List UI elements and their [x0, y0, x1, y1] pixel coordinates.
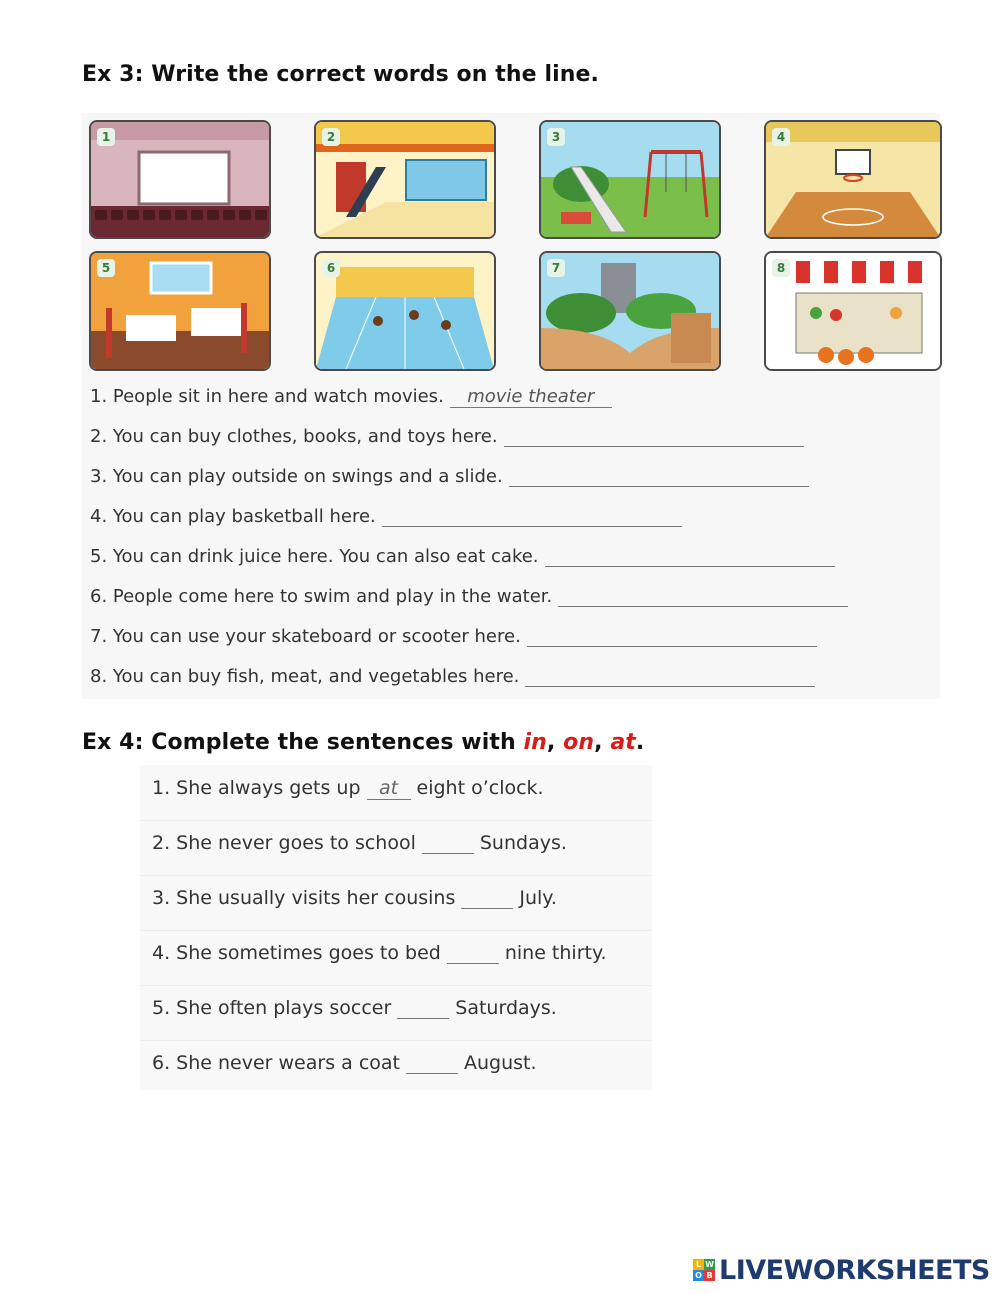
picture-number: 3: [547, 128, 565, 146]
cafe-illustration: [91, 253, 269, 369]
ex3-question-7: [90, 626, 817, 647]
ex3-question-3: [90, 466, 809, 487]
sentence-start: 1. She always gets up: [152, 777, 361, 799]
picture-number: 5: [97, 259, 115, 277]
picture-number: 7: [547, 259, 565, 277]
picture-mall: [314, 120, 496, 239]
answer-field[interactable]: at: [367, 777, 411, 800]
picture-cafe: [89, 251, 271, 371]
ex4-sentence-4: [152, 942, 607, 964]
question-text: 6. People come here to swim and play in the water.: [90, 586, 553, 607]
picture-number: 6: [322, 259, 340, 277]
ex4-panel: [140, 765, 652, 1090]
comma: ,: [546, 730, 564, 755]
question-text: 3. You can play outside on swings and a slide.: [90, 466, 503, 487]
ex3-question-8: [90, 666, 815, 687]
picture-market: [764, 251, 942, 371]
answer-field[interactable]: [525, 668, 815, 687]
question-text: 7. You can use your skateboard or scooter here.: [90, 626, 521, 647]
ex4-sentence-2: [152, 832, 567, 854]
row-divider: [140, 930, 652, 931]
skate-park-illustration: [541, 253, 719, 369]
ex3-question-5: [90, 546, 835, 567]
question-text: 1. People sit in here and watch movies.: [90, 386, 444, 407]
answer-field[interactable]: movie theater: [450, 386, 612, 408]
answer-field[interactable]: [504, 428, 804, 447]
answer-field[interactable]: [397, 1000, 449, 1019]
row-divider: [140, 1040, 652, 1041]
answer-field[interactable]: [406, 1055, 458, 1074]
picture-playground: [539, 120, 721, 239]
row-divider: [140, 985, 652, 986]
sentence-end: eight o’clock.: [416, 777, 544, 799]
picture-skate-park: [539, 251, 721, 371]
picture-number: 2: [322, 128, 340, 146]
picture-swimming-pool: [314, 251, 496, 371]
logo-mark-cell: B: [704, 1270, 715, 1281]
logo-mark-cell: O: [693, 1270, 704, 1281]
sentence-end: Sundays.: [479, 832, 567, 854]
sentence-start: 2. She never goes to school: [152, 832, 416, 854]
answer-field[interactable]: [527, 628, 817, 647]
ex3-question-6: [90, 586, 848, 607]
ex4-sentence-3: [152, 887, 557, 909]
market-illustration: [766, 253, 940, 369]
answer-field[interactable]: [558, 588, 848, 607]
sentence-end: Saturdays.: [455, 997, 557, 1019]
sentence-end: August.: [463, 1052, 537, 1074]
answer-field[interactable]: [509, 468, 809, 487]
swimming-pool-illustration: [316, 253, 494, 369]
picture-gym: [764, 120, 942, 239]
highlight-word-in: in: [523, 730, 547, 755]
picture-number: 8: [772, 259, 790, 277]
ex4-sentence-6: [152, 1052, 537, 1074]
answer-field[interactable]: [461, 890, 513, 909]
logo-mark-cell: L: [693, 1259, 704, 1270]
comma: ,: [594, 730, 611, 755]
gym-illustration: [766, 122, 940, 237]
sentence-start: 3. She usually visits her cousins: [152, 887, 456, 909]
ex3-question-2: [90, 426, 804, 447]
picture-number: 1: [97, 128, 115, 146]
picture-number: 4: [772, 128, 790, 146]
ex4-title-text: Ex 4: Complete the sentences with: [82, 730, 524, 755]
logo-icon: [693, 1259, 715, 1281]
answer-field[interactable]: [447, 945, 499, 964]
sentence-start: 4. She sometimes goes to bed: [152, 942, 441, 964]
logo-text: LIVEWORKSHEETS: [719, 1254, 990, 1286]
ex3-title: Ex 3: Write the correct words on the line.: [82, 62, 599, 87]
ex4-title: [82, 730, 644, 755]
ex4-sentence-1: [152, 777, 544, 800]
highlight-word-at: at: [610, 730, 636, 755]
question-text: 8. You can buy fish, meat, and vegetables here.: [90, 666, 520, 687]
playground-illustration: [541, 122, 719, 237]
mall-illustration: [316, 122, 494, 237]
row-divider: [140, 875, 652, 876]
picture-movie-theater: [89, 120, 271, 239]
movie-theater-illustration: [91, 122, 269, 237]
sentence-end: nine thirty.: [504, 942, 607, 964]
row-divider: [140, 820, 652, 821]
answer-field[interactable]: [545, 548, 835, 567]
title-period: .: [635, 730, 645, 755]
answer-field[interactable]: [422, 835, 474, 854]
ex3-question-1: [90, 386, 612, 408]
highlight-word-on: on: [563, 730, 595, 755]
answer-field[interactable]: [382, 508, 682, 527]
logo-mark-cell: W: [705, 1260, 714, 1269]
sentence-start: 5. She often plays soccer: [152, 997, 392, 1019]
liveworksheets-logo: [693, 1255, 990, 1285]
question-text: 4. You can play basketball here.: [90, 506, 376, 527]
sentence-start: 6. She never wears a coat: [152, 1052, 400, 1074]
ex3-question-4: [90, 506, 682, 527]
sentence-end: July.: [519, 887, 557, 909]
question-text: 5. You can drink juice here. You can also eat cake.: [90, 546, 539, 567]
ex4-sentence-5: [152, 997, 557, 1019]
question-text: 2. You can buy clothes, books, and toys here.: [90, 426, 498, 447]
